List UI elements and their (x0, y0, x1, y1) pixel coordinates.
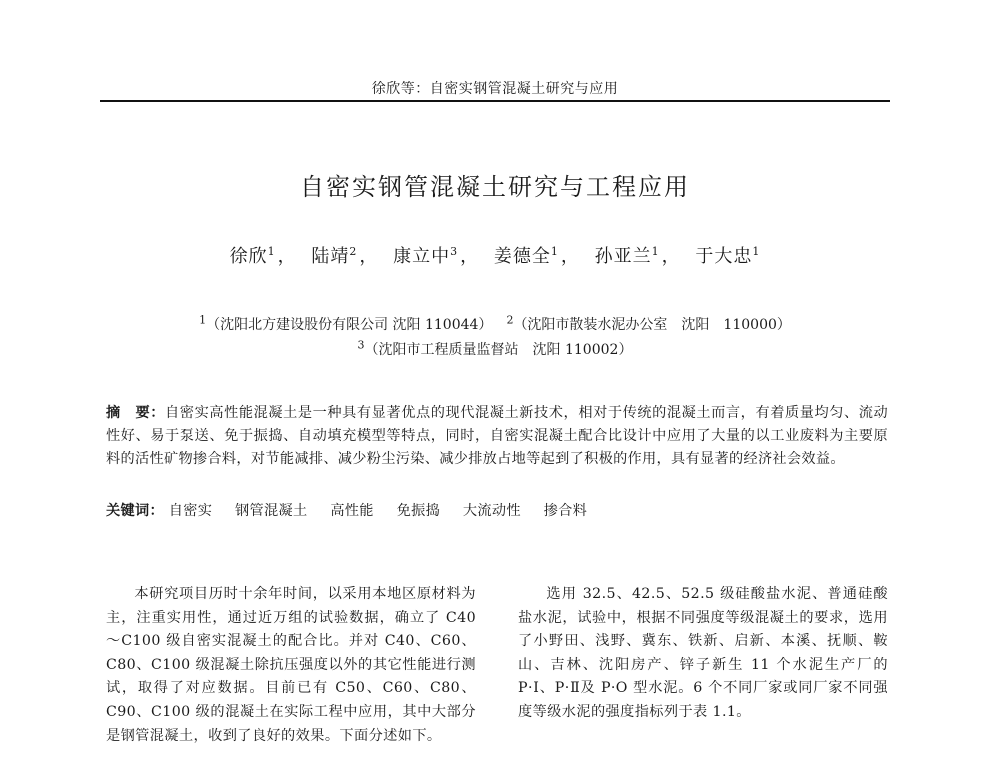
header-rule (100, 100, 890, 102)
keyword: 自密实 (168, 503, 213, 519)
keyword: 钢管混凝土 (235, 503, 308, 519)
affiliation-text: （沈阳市工程质量监督站 沈阳 110002） (364, 342, 633, 358)
author-affil-mark: 1 (550, 245, 559, 258)
author-affil-mark: 1 (752, 245, 761, 258)
affiliation-mark: 2 (506, 313, 514, 327)
author-separator: ， (277, 246, 297, 267)
author-name: 于大忠 (695, 246, 753, 267)
affiliation-text: （沈阳市散装水泥办公室 沈阳 110000） (513, 317, 791, 333)
abstract (106, 402, 888, 471)
keyword: 掺合料 (543, 503, 588, 519)
keyword: 高性能 (330, 503, 374, 519)
author-list (100, 242, 890, 268)
affiliation-line-1 (100, 314, 890, 334)
author-name: 徐欣 (229, 246, 268, 267)
keyword: 大流动性 (462, 503, 521, 519)
author-name: 孙亚兰 (594, 246, 652, 267)
author-separator: ， (560, 246, 580, 267)
author-name: 姜德全 (493, 246, 551, 267)
paper-title: 自密实钢管混凝土研究与工程应用 (300, 173, 690, 201)
author-separator: ， (359, 246, 379, 267)
body-column-left: 本研究项目历时十余年时间，以采用本地区原材料为主，注重实用性，通过近万组的试验数据，确立了 C40～C100 级自密实混凝土的配合比。并对 C40、C60、C80、C100 级混凝土除抗压强度以外的其它性能进行测试，取得了对应数据。目前已有 C50、C60、C80、C90、C100 级的混凝土在实际工程中应用，其中大部分是钢管混凝土，收到了良好的效果。下面分述如下。 (106, 586, 476, 744)
author-affil-mark: 2 (349, 245, 358, 258)
author-separator: ， (460, 246, 480, 267)
author-affil-mark: 1 (651, 245, 660, 258)
body-column-right: 选用 32.5、42.5、52.5 级硅酸盐水泥、普通硅酸盐水泥，试验中，根据不同强度等级混凝土的要求，选用了小野田、浅野、冀东、铁新、启新、本溪、抚顺、鞍山、吉林、沈阳房产、锌子新生 11 个水泥生产厂的 P·Ⅰ、P·Ⅱ及 P·O 型水泥。6 个不同厂家或同厂家不同强度等级水泥的强度指标列于表 1.1。 (518, 586, 888, 720)
author-affil-mark: 3 (450, 245, 459, 258)
keyword: 免振捣 (396, 503, 441, 519)
author-name: 陆靖 (311, 246, 350, 267)
keywords-label: 关键词： (106, 503, 164, 519)
keywords (106, 500, 888, 520)
author-affil-mark: 1 (267, 245, 276, 258)
author-name: 康立中 (393, 246, 451, 267)
affiliation-text: （沈阳北方建设股份有限公司 沈阳 110044） (206, 317, 493, 333)
running-head: 徐欣等：自密实钢管混凝土研究与应用 (371, 81, 619, 97)
affiliation-mark: 1 (199, 313, 207, 327)
affiliation-mark: 3 (357, 338, 365, 352)
affiliation-line-2 (100, 339, 890, 359)
abstract-text: 自密实高性能混凝土是一种具有显著优点的现代混凝土新技术，相对于传统的混凝土而言，有着质量均匀、流动性好、易于泵送、免于振捣、自动填充模型等特点，同时，自密实混凝土配合比设计中应用了大量的以工业废料为主要原料的活性矿物掺合料，对节能减排、减少粉尘污染、减少排放占地等起到了积极的作用，具有显著的经济社会效益。 (106, 405, 889, 467)
abstract-label: 摘 要： (106, 405, 166, 421)
author-separator: ， (661, 246, 681, 267)
